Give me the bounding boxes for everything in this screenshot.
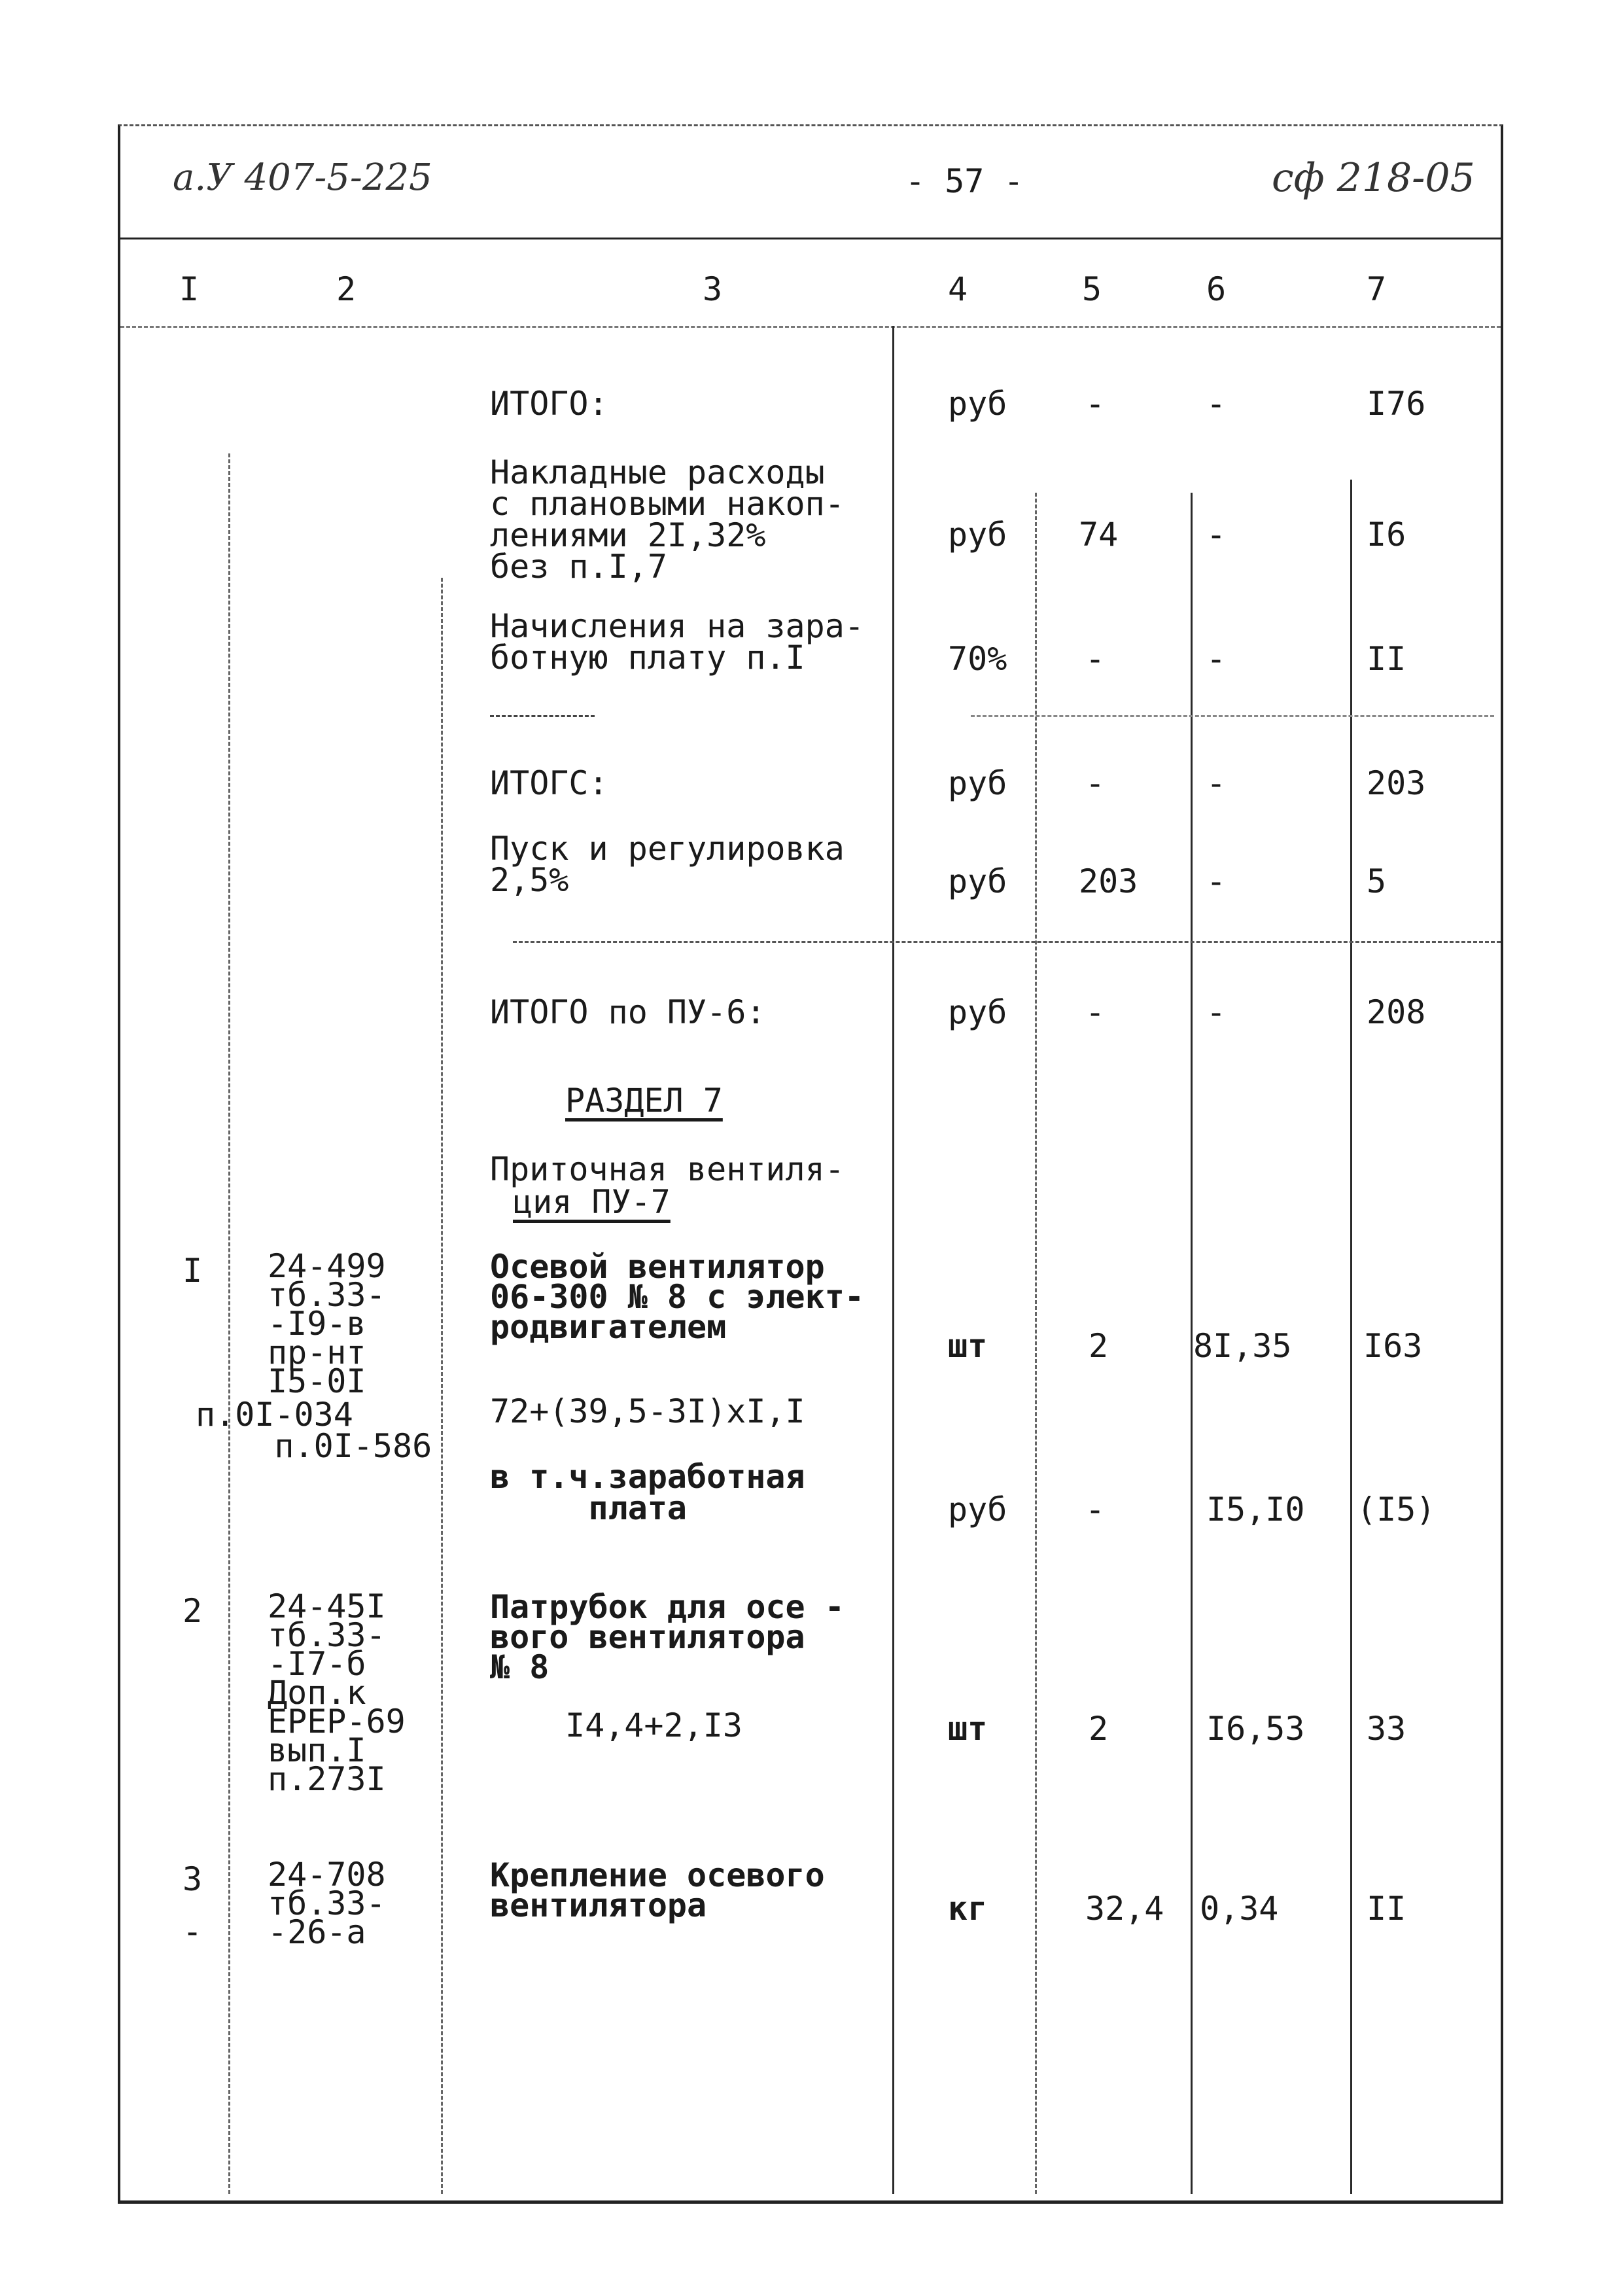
itogo-pu6-unit: руб [948, 993, 1007, 1031]
item-2-description: Патрубок для осе - вого вентилятора № 8 [490, 1588, 845, 1686]
item-3-total: II [1367, 1890, 1406, 1928]
overhead-c7: I6 [1367, 516, 1406, 554]
section-title: РАЗДЕЛ 7 [565, 1082, 723, 1120]
section-subtitle-line-1: Приточная вентиля- [490, 1150, 845, 1188]
item-1-number: I [183, 1252, 203, 1290]
right-code: сф 218-05 [1272, 155, 1475, 201]
startup-c5: 203 [1079, 862, 1138, 900]
itogo-2-unit: руб [948, 764, 1007, 802]
item-1-sub-qty: - [1085, 1491, 1106, 1528]
item-2-total: 33 [1367, 1710, 1406, 1748]
itogo-1-c5: - [1085, 385, 1106, 423]
item-2-unit: шт [948, 1710, 988, 1748]
wage-charges-c6: - [1206, 640, 1227, 678]
overhead-c6: - [1206, 516, 1227, 554]
item-2-formula: I4,4+2,I3 [565, 1706, 742, 1744]
item-2-number: 2 [183, 1592, 203, 1630]
item-3-unit: кг [948, 1890, 988, 1928]
overhead-unit: руб [948, 516, 1007, 554]
page-number: - 57 - [905, 162, 1024, 200]
col-line-6 [1350, 480, 1352, 2194]
wage-charges-unit: 70% [948, 640, 1007, 678]
startup-label: Пуск и регулировка 2,5% [490, 830, 845, 899]
left-code: а.У 407-5-225 [173, 156, 432, 199]
startup-c7: 5 [1367, 862, 1387, 900]
col-line-1 [228, 453, 230, 2194]
itogo-pu6-c7: 208 [1367, 993, 1426, 1031]
item-2-qty: 2 [1089, 1710, 1109, 1748]
item-3-price: 0,34 [1200, 1890, 1279, 1928]
col-header-5: 5 [1082, 270, 1102, 308]
column-header-divider [120, 326, 1501, 328]
item-1-sub-description: в т.ч.заработная плата [490, 1458, 805, 1527]
item-1-unit: шт [948, 1327, 988, 1365]
item-3-description: Крепление осевого вентилятора [490, 1856, 825, 1924]
overhead-label: Накладные расходы с плановыми накоп- лениями 2I,32% без п.I,7 [490, 453, 845, 586]
item-1-sub-price: I5,I0 [1206, 1491, 1305, 1528]
col-header-4: 4 [948, 270, 968, 308]
item-3-qty: 32,4 [1085, 1890, 1164, 1928]
item-1-total: I63 [1363, 1327, 1423, 1365]
item-1-sub-unit: руб [948, 1491, 1007, 1528]
itogo-pu6-label: ИТОГО по ПУ-6: [490, 993, 766, 1031]
header-divider [120, 238, 1501, 239]
itogo-1-c6: - [1206, 385, 1227, 423]
estimate-sheet [118, 124, 1503, 2204]
itogo-2-c5: - [1085, 764, 1106, 802]
itogo-1-label: ИТОГО: [490, 385, 608, 423]
itogo-1-unit: руб [948, 385, 1007, 423]
col-line-2 [441, 578, 443, 2194]
item-2-price: I6,53 [1206, 1710, 1305, 1748]
itogo-2-c6: - [1206, 764, 1227, 802]
subtotal-rule [490, 715, 595, 717]
col-header-2: 2 [336, 270, 357, 308]
col-header-1: I [179, 270, 200, 308]
subtotal-rule-right [971, 715, 1494, 717]
section-subtitle-line-2: ция ПУ-7 [513, 1183, 671, 1221]
item-1-code-extra: п.0I-034 п.0I-586 [196, 1396, 432, 1465]
wage-charges-label: Начисления на зара- ботную плату п.I [490, 607, 864, 677]
wage-charges-c7: II [1367, 640, 1406, 678]
col-line-3 [892, 326, 894, 2194]
col-line-4 [1035, 493, 1037, 2194]
startup-unit: руб [948, 862, 1007, 900]
startup-c6: - [1206, 862, 1227, 900]
itogo-pu6-c5: - [1085, 993, 1106, 1031]
item-3-number-mark: - [183, 1913, 203, 1951]
item-3-number: 3 [183, 1860, 203, 1898]
section-divider [513, 941, 1501, 943]
itogo-2-label: ИТОГС: [490, 764, 608, 802]
item-3-code: 24-708 тб.33- -26-а [268, 1856, 386, 1951]
item-1-description: Осевой вентилятор 06-300 № 8 с элект- родвигателем [490, 1248, 864, 1346]
col-header-6: 6 [1206, 270, 1227, 308]
item-1-qty: 2 [1089, 1327, 1109, 1365]
item-1-code: 24-499 тб.33- -I9-в пр-нт I5-0I [268, 1247, 386, 1400]
itogo-pu6-c6: - [1206, 993, 1227, 1031]
col-header-7: 7 [1367, 270, 1387, 308]
col-header-3: 3 [703, 270, 723, 308]
item-1-formula: 72+(39,5-3I)xI,I [490, 1392, 805, 1430]
item-1-price: 8I,35 [1193, 1327, 1292, 1365]
item-2-code: 24-45I тб.33- -I7-б Доп.к ЕРЕР-69 вып.I п.273I [268, 1587, 406, 1798]
itogo-2-c7: 203 [1367, 764, 1426, 802]
wage-charges-c5: - [1085, 640, 1106, 678]
col-line-5 [1191, 493, 1193, 2194]
item-1-sub-total: (I5) [1357, 1491, 1436, 1528]
itogo-1-c7: I76 [1367, 385, 1426, 423]
overhead-c5: 74 [1079, 516, 1119, 554]
